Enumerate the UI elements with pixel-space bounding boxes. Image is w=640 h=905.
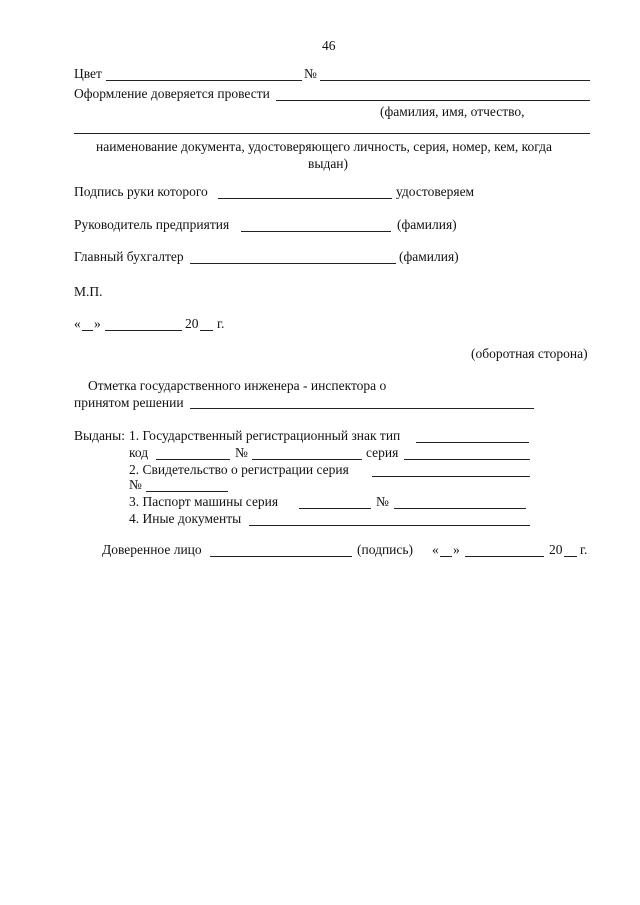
passport-number-sign: №	[376, 494, 389, 509]
certify-text: удостоверяем	[396, 184, 475, 199]
color-field[interactable]	[106, 80, 302, 81]
code-field[interactable]	[156, 459, 230, 460]
page-number: 46	[322, 38, 336, 53]
date-year-field[interactable]	[200, 330, 213, 331]
plate-number-sign: №	[235, 445, 248, 460]
item4-label: 4. Иные документы	[129, 511, 242, 526]
inspector-mark-line1: Отметка государственного инженера - инспектора о	[88, 378, 387, 393]
other-documents-field[interactable]	[249, 525, 530, 526]
signature-field[interactable]	[218, 198, 392, 199]
certificate-number-sign: №	[129, 477, 142, 492]
passport-number-field[interactable]	[394, 508, 526, 509]
date-month-field[interactable]	[105, 330, 182, 331]
item2-label: 2. Свидетельство о регистрации серия	[129, 462, 349, 477]
director-surname-hint: (фамилия)	[397, 217, 457, 232]
number-sign: №	[304, 66, 317, 81]
item3-label: 3. Паспорт машины серия	[129, 494, 279, 509]
final-date-close-quote: »	[453, 542, 460, 557]
date-close-quote: »	[94, 316, 101, 331]
final-year-suffix: г.	[580, 542, 588, 557]
stamp-place: М.П.	[74, 284, 103, 299]
inspector-decision-field[interactable]	[190, 408, 534, 409]
item1-label: 1. Государственный регистрационный знак тип	[129, 428, 401, 443]
document-hint-line1: наименование документа, удостоверяющего личность, серия, номер, кем, когда	[96, 139, 552, 154]
final-date-year-field[interactable]	[564, 556, 577, 557]
trusted-person-label: Доверенное лицо	[102, 542, 202, 557]
number-field[interactable]	[320, 80, 590, 81]
inspector-mark-line2: принятом решении	[74, 395, 184, 410]
final-year-prefix: 20	[549, 542, 563, 557]
plate-series-field[interactable]	[404, 459, 530, 460]
trusted-person-signature-field[interactable]	[210, 556, 352, 557]
director-field[interactable]	[241, 231, 391, 232]
date-open-quote: «	[74, 316, 81, 331]
code-label: код	[129, 445, 149, 460]
chief-accountant-field[interactable]	[190, 263, 396, 264]
final-date-open-quote: «	[432, 542, 439, 557]
director-label: Руководитель предприятия	[74, 217, 230, 232]
signature-of-label: Подпись руки которого	[74, 184, 208, 199]
passport-series-field[interactable]	[299, 508, 371, 509]
final-date-month-field[interactable]	[465, 556, 544, 557]
accountant-surname-hint: (фамилия)	[399, 249, 459, 264]
registration-entrusted-label: Оформление доверяется провести	[74, 86, 270, 101]
plate-type-field[interactable]	[416, 442, 529, 443]
plate-number-field[interactable]	[252, 459, 362, 460]
signature-hint: (подпись)	[357, 542, 414, 557]
chief-accountant-label: Главный бухгалтер	[74, 249, 184, 264]
reverse-side-label: (оборотная сторона)	[471, 346, 588, 361]
entrusted-person-field[interactable]	[276, 100, 590, 101]
certificate-series-field[interactable]	[372, 476, 530, 477]
plate-series-label: серия	[366, 445, 399, 460]
year-suffix: г.	[217, 316, 225, 331]
issued-label: Выданы:	[74, 428, 125, 443]
fio-hint: (фамилия, имя, отчество,	[380, 104, 525, 119]
color-label: Цвет	[74, 66, 102, 81]
date-day-field[interactable]	[82, 330, 93, 331]
final-date-day-field[interactable]	[440, 556, 452, 557]
certificate-number-field[interactable]	[146, 491, 228, 492]
document-hint-line2: выдан)	[308, 156, 349, 171]
year-prefix: 20	[185, 316, 199, 331]
identity-document-field[interactable]	[74, 133, 590, 134]
